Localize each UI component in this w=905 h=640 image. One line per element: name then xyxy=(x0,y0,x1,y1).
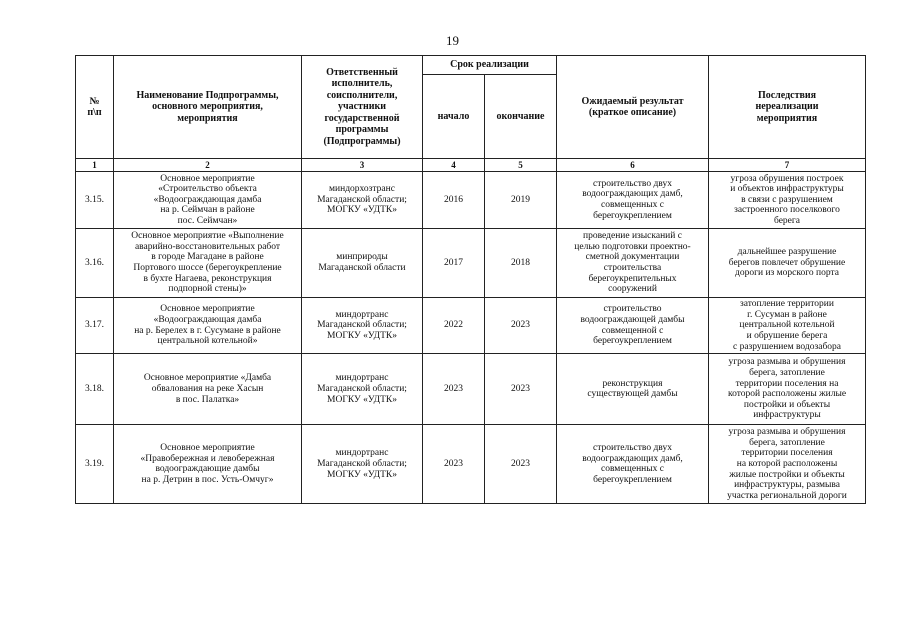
header-period: Срок реализации xyxy=(423,56,557,75)
row-start: 2022 xyxy=(423,298,485,354)
row-consequences: угроза обрушения построек и объектов инфраструктуры в связи с разрушением застроенного поселкового берега xyxy=(709,172,866,229)
column-number: 2 xyxy=(114,159,302,172)
row-name: Основное мероприятие «Строительство объекта «Водоограждающая дамба на р. Сеймчан в районе пос. Сеймчан» xyxy=(114,172,302,229)
page-number: 19 xyxy=(446,33,459,48)
row-start: 2023 xyxy=(423,354,485,425)
row-consequences: угроза размыва и обрушения берега, затопление территории поселения на которой расположены жилые постройки и объекты инфраструктуры, размыва участка региональной дороги xyxy=(709,425,866,504)
table-row xyxy=(76,298,866,354)
column-number: 1 xyxy=(76,159,114,172)
row-num: 3.17. xyxy=(76,298,114,354)
table-row xyxy=(76,425,866,504)
column-number: 7 xyxy=(709,159,866,172)
header-name: Наименование Подпрограммы, основного мероприятия, мероприятия xyxy=(114,56,302,159)
row-end: 2019 xyxy=(485,172,557,229)
row-name: Основное мероприятие «Правобережная и левобережная водоограждающие дамбы на р. Детрин в пос. Усть-Омчуг» xyxy=(114,425,302,504)
row-consequences: дальнейшее разрушение берегов повлечет обрушение дороги из морского порта xyxy=(709,229,866,298)
row-name: Основное мероприятие «Дамба обвалования на реке Хасын в пос. Палатка» xyxy=(114,354,302,425)
header-start: начало xyxy=(423,75,485,159)
table-row xyxy=(76,229,866,298)
row-num: 3.19. xyxy=(76,425,114,504)
row-name: Основное мероприятие «Водоограждающая дамба на р. Берелех в г. Сусумане в районе центральной котельной» xyxy=(114,298,302,354)
row-result: строительство двух водоограждающих дамб, совмещенных с берегоукреплением xyxy=(557,425,709,504)
row-start: 2023 xyxy=(423,425,485,504)
row-start: 2017 xyxy=(423,229,485,298)
column-number: 6 xyxy=(557,159,709,172)
row-executor: миндорхозтранс Магаданской области; МОГКУ «УДТК» xyxy=(302,172,423,229)
row-result: строительство водоограждающей дамбы совмещенной с берегоукреплением xyxy=(557,298,709,354)
header-executor: Ответственный исполнитель, соисполнители, участники государственной программы (Подпрограммы) xyxy=(302,56,423,159)
row-result: реконструкция существующей дамбы xyxy=(557,354,709,425)
header-num: № п\п xyxy=(76,56,114,159)
row-executor: миндортранс Магаданской области; МОГКУ «УДТК» xyxy=(302,425,423,504)
row-num: 3.15. xyxy=(76,172,114,229)
row-executor: миндортранс Магаданской области; МОГКУ «УДТК» xyxy=(302,354,423,425)
row-num: 3.16. xyxy=(76,229,114,298)
row-end: 2023 xyxy=(485,298,557,354)
table-row xyxy=(76,172,866,229)
column-number: 4 xyxy=(423,159,485,172)
header-result: Ожидаемый результат (краткое описание) xyxy=(557,56,709,159)
row-end: 2023 xyxy=(485,354,557,425)
row-consequences: угроза размыва и обрушения берега, затопление территории поселения на которой расположены жилые постройки и объекты инфраструктуры xyxy=(709,354,866,425)
row-name: Основное мероприятие «Выполнение аварийно-восстановительных работ в городе Магадане в районе Портового шоссе (берегоукрепление в бухте Нагаева, реконструкция подпорной стены)» xyxy=(114,229,302,298)
row-start: 2016 xyxy=(423,172,485,229)
column-number-row xyxy=(76,159,866,172)
row-consequences: затопление территории г. Сусуман в районе центральной котельной и обрушение берега с разрушением водозабора xyxy=(709,298,866,354)
column-number: 5 xyxy=(485,159,557,172)
column-number: 3 xyxy=(302,159,423,172)
program-table xyxy=(75,55,866,504)
header-end: окончание xyxy=(485,75,557,159)
row-end: 2018 xyxy=(485,229,557,298)
row-num: 3.18. xyxy=(76,354,114,425)
row-result: строительство двух водоограждающих дамб, совмещенных с берегоукреплением xyxy=(557,172,709,229)
header-consequences: Последствия нереализации мероприятия xyxy=(709,56,866,159)
row-result: проведение изысканий с целью подготовки проектно- сметной документации строительства берегоукрепительных сооружений xyxy=(557,229,709,298)
row-executor: минприроды Магаданской области xyxy=(302,229,423,298)
table-row xyxy=(76,354,866,425)
row-end: 2023 xyxy=(485,425,557,504)
row-executor: миндортранс Магаданской области; МОГКУ «УДТК» xyxy=(302,298,423,354)
